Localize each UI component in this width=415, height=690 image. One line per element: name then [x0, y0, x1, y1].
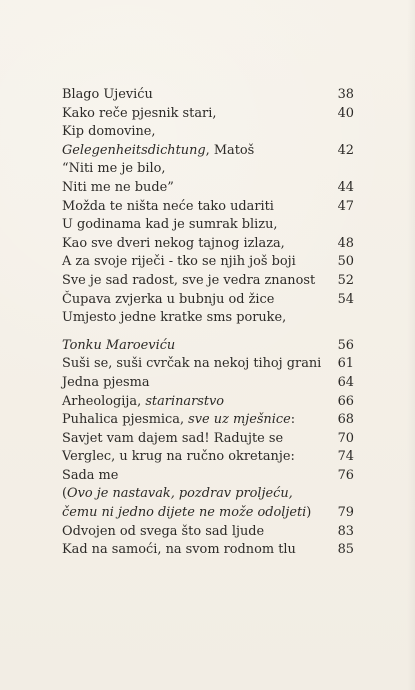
toc-entry-title-segment: čemu ni jedno dijete ne može odoljeti — [62, 505, 307, 521]
toc-entry-page-number: 61 — [337, 356, 354, 372]
toc-entry-title — [62, 86, 153, 105]
toc-entry-title-segment: Možda te ništa neće tako udariti — [62, 198, 274, 214]
toc-entry-title-segment: Sve je sad radost, sve je vedra znanost — [62, 272, 316, 288]
toc-entry-page-number: 50 — [337, 254, 354, 270]
toc-entry-title-segment: U godinama kad je sumrak blizu, — [62, 217, 278, 233]
toc-entry-page-number: 42 — [337, 142, 354, 158]
toc-entry — [62, 160, 354, 179]
toc-entry — [62, 430, 354, 449]
toc-entry-title-segment: starinarstvo — [145, 393, 225, 409]
toc-entry-page-number: 52 — [337, 272, 354, 288]
toc-entry-title — [62, 448, 295, 467]
toc-entry-page-number: 54 — [337, 291, 354, 307]
toc-entry — [62, 179, 354, 198]
toc-entry-title-segment: Jedna pjesma — [62, 374, 150, 390]
toc-entry — [62, 411, 354, 430]
toc-entry — [62, 123, 354, 142]
toc-entry-title — [62, 179, 174, 198]
toc-entry-title-segment: Arheologija, — [62, 393, 146, 409]
toc-entry-page-number: 47 — [337, 198, 354, 214]
toc-entry — [62, 142, 354, 161]
toc-entry-title-segment: ( — [62, 486, 68, 502]
toc-entry-title-segment: Umjesto jedne kratke sms poruke, — [62, 310, 287, 326]
toc-entry-list — [62, 86, 354, 560]
toc-entry — [62, 393, 354, 412]
toc-entry-page-number: 38 — [337, 87, 354, 102]
toc-entry — [62, 337, 354, 356]
toc-entry-page-number: 66 — [337, 393, 354, 409]
toc-entry-title-segment: Kad na samoći, na svom rodnom tlu — [62, 542, 296, 558]
toc-entry-title — [62, 355, 321, 374]
toc-entry — [62, 291, 354, 310]
toc-entry-title-segment: Kao sve dveri nekog tajnog izlaza, — [62, 235, 285, 251]
table-of-contents — [62, 86, 354, 560]
toc-entry-title-segment: Tonku Maroeviću — [62, 337, 176, 353]
toc-entry-title — [62, 198, 274, 217]
toc-entry-title-segment: , Matoš — [205, 142, 255, 158]
toc-entry-page-number: 48 — [337, 235, 354, 251]
toc-entry — [62, 504, 354, 523]
toc-entry — [62, 253, 354, 272]
toc-entry — [62, 216, 354, 235]
toc-entry-title — [62, 411, 295, 430]
toc-entry-page-number: 44 — [337, 179, 354, 195]
toc-entry-title — [62, 105, 216, 124]
toc-entry-page-number: 40 — [337, 105, 354, 121]
toc-entry — [62, 309, 354, 328]
toc-entry-title-segment: Gelegenheitsdichtung — [62, 142, 206, 158]
toc-entry-title — [62, 272, 315, 291]
toc-entry-title-segment: Odvojen od svega što sad ljude — [62, 523, 265, 539]
toc-entry-title — [62, 216, 278, 235]
toc-entry — [62, 355, 354, 374]
toc-entry-page-number: 68 — [337, 412, 354, 428]
toc-entry — [62, 235, 354, 254]
toc-entry — [62, 272, 354, 291]
toc-entry-title — [62, 291, 274, 310]
toc-entry-title-segment: Kako reče pjesnik stari, — [62, 105, 217, 121]
toc-entry-page-number: 79 — [337, 505, 354, 521]
toc-entry-title — [62, 160, 165, 179]
toc-entry — [62, 485, 354, 504]
toc-entry-title — [62, 504, 311, 523]
toc-entry-title-segment: Suši se, suši cvrčak na nekoj tihoj grani — [62, 356, 322, 372]
toc-entry — [62, 105, 354, 124]
toc-entry-title-segment: “Niti me je bilo, — [62, 161, 166, 177]
toc-entry-title — [62, 309, 286, 328]
toc-entry-title — [62, 523, 264, 542]
toc-entry-title-segment: Čupava zvjerka u bubnju od žice — [62, 291, 275, 307]
toc-entry-title-segment: Ovo je nastavak, pozdrav proljeću, — [67, 486, 293, 502]
toc-entry — [62, 198, 354, 217]
toc-entry-title — [62, 541, 296, 560]
toc-entry — [62, 541, 354, 560]
toc-entry-title — [62, 235, 285, 254]
toc-entry-title — [62, 393, 224, 412]
toc-entry-title-segment: : — [290, 412, 296, 428]
toc-entry-title — [62, 485, 293, 504]
toc-entry-page-number: 56 — [337, 337, 354, 353]
toc-entry — [62, 448, 354, 467]
toc-entry-title-segment: ) — [306, 505, 312, 521]
toc-entry-page-number: 74 — [337, 449, 354, 465]
toc-entry-title-segment: Kip domovine, — [62, 124, 156, 140]
toc-entry-title — [62, 430, 283, 449]
toc-entry-title — [62, 142, 254, 161]
toc-entry-title — [62, 374, 150, 393]
toc-entry-title — [62, 253, 296, 272]
toc-entry-title — [62, 123, 156, 142]
toc-entry-title — [62, 467, 118, 486]
toc-entry-page-number: 64 — [337, 374, 354, 390]
toc-entry-page-number: 85 — [337, 542, 354, 558]
toc-entry — [62, 523, 354, 542]
toc-entry-title-segment: Verglec, u krug na ručno okretanje: — [62, 449, 295, 465]
toc-entry-title-segment: Blago Ujeviću — [62, 87, 153, 102]
toc-entry-page-number: 70 — [337, 430, 354, 446]
toc-entry-title-segment: Sada me — [62, 467, 119, 483]
toc-entry-title-segment: A za svoje riječi - tko se njih još boji — [62, 254, 296, 270]
toc-entry-title — [62, 337, 175, 356]
toc-entry — [62, 86, 354, 105]
toc-entry-page-number: 76 — [337, 467, 354, 483]
toc-entry-title-segment: Savjet vam dajem sad! Radujte se — [62, 430, 284, 446]
toc-entry — [62, 374, 354, 393]
toc-entry-page-number: 83 — [337, 523, 354, 539]
toc-entry-title-segment: sve uz mješnice — [188, 412, 291, 428]
toc-entry-title-segment: Niti me ne bude” — [62, 179, 174, 195]
toc-entry-title-segment: Puhalica pjesmica, — [62, 412, 189, 428]
toc-entry — [62, 467, 354, 486]
